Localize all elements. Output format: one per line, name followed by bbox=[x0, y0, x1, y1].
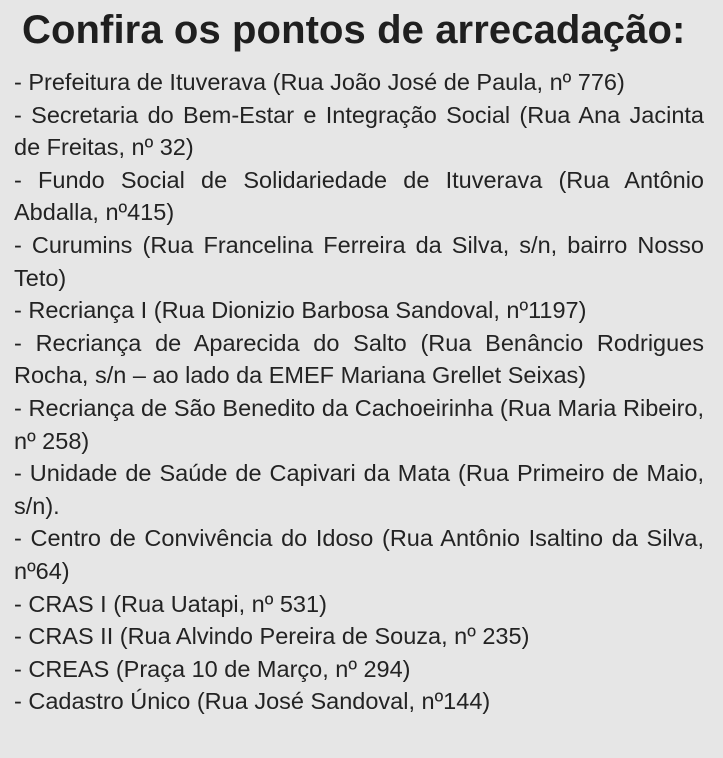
list-item: - Secretaria do Bem-Estar e Integração Social (Rua Ana Jacinta de Freitas, nº 32) bbox=[14, 101, 704, 161]
list-item: - Curumins (Rua Francelina Ferreira da Silva, s/n, bairro Nosso Teto) bbox=[14, 231, 704, 291]
list-item: - Unidade de Saúde de Capivari da Mata (Rua Primeiro de Maio, s/n). bbox=[14, 460, 704, 519]
collection-points-list bbox=[14, 66, 704, 718]
page-title: Confira os pontos de arrecadação: bbox=[22, 8, 686, 52]
list-item: - Cadastro Único (Rua José Sandoval, nº144) bbox=[14, 688, 491, 715]
list-item: - Centro de Convivência do Idoso (Rua Antônio Isaltino da Silva, nº64) bbox=[14, 525, 704, 584]
list-item: - Recriança I (Rua Dionizio Barbosa Sandoval, nº1197) bbox=[14, 297, 587, 324]
list-item: - Fundo Social de Solidariedade de Ituverava (Rua Antônio Abdalla, nº415) bbox=[14, 166, 704, 226]
list-item: - Recriança de São Benedito da Cachoeirinha (Rua Maria Ribeiro, nº 258) bbox=[14, 394, 704, 454]
list-item: - CREAS (Praça 10 de Março, nº 294) bbox=[14, 655, 411, 682]
list-item: - Prefeitura de Ituverava (Rua João José de Paula, nº 776) bbox=[14, 69, 625, 95]
list-item: - Recriança de Aparecida do Salto (Rua Benâncio Rodrigues Rocha, s/n – ao lado da EMEF Mariana Grellet Seixas) bbox=[14, 329, 704, 389]
list-item: - CRAS I (Rua Uatapi, nº 531) bbox=[14, 590, 327, 617]
list-item: - CRAS II (Rua Alvindo Pereira de Souza, nº 235) bbox=[14, 623, 530, 650]
